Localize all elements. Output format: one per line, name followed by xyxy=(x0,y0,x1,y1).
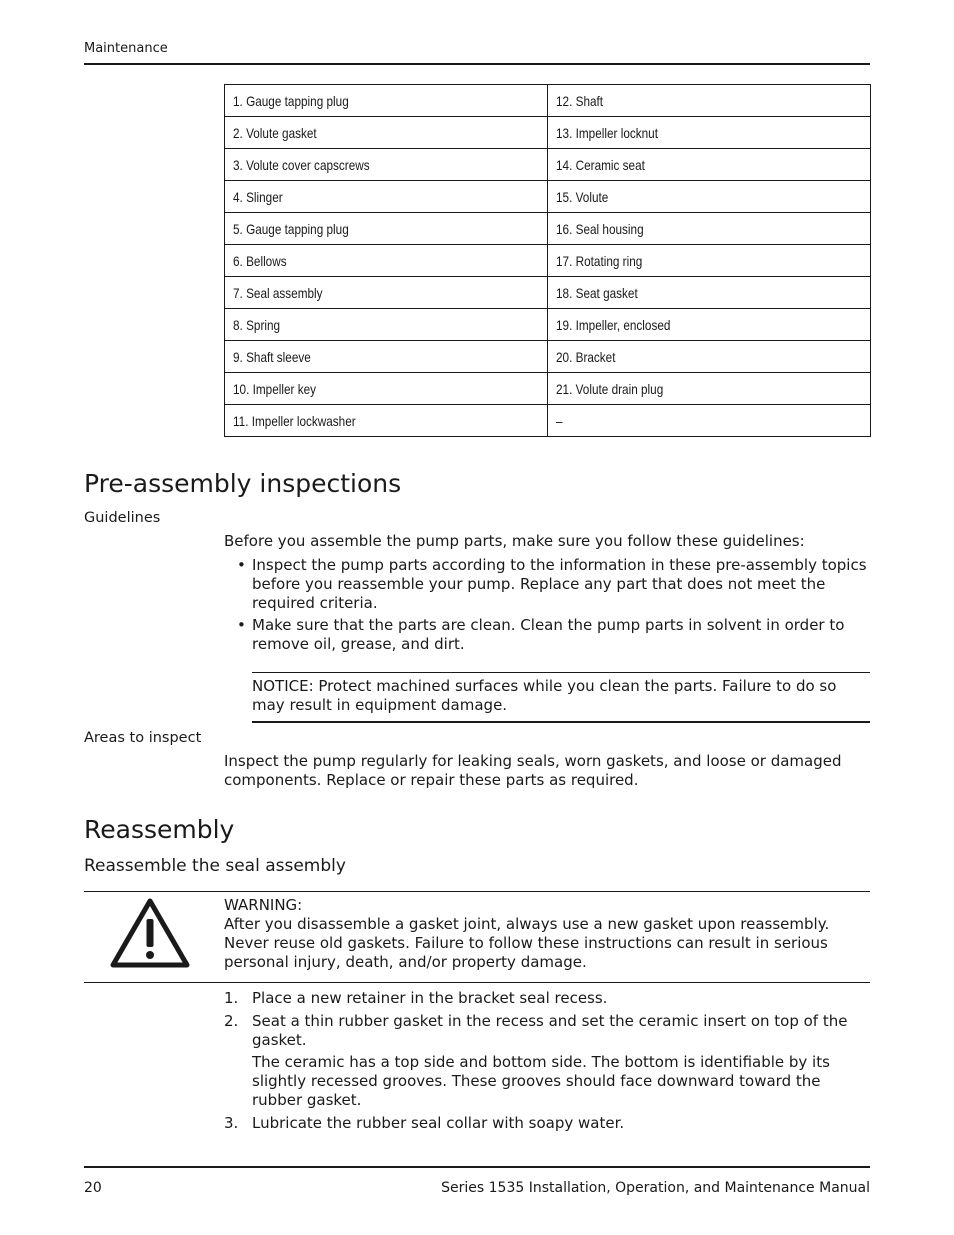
header-rule xyxy=(84,63,870,65)
table-row xyxy=(225,149,871,181)
table-row xyxy=(225,117,871,149)
table-cell xyxy=(548,405,871,437)
warning-message: After you disassemble a gasket joint, always use a new gasket upon reassembly. Never reuse old gaskets. Failure to follow these instructions can result in serious personal injury, death, and/or property damage. xyxy=(224,915,830,971)
cell-text: 16. Seal housing xyxy=(556,220,644,237)
table-row xyxy=(225,245,871,277)
running-header: Maintenance xyxy=(84,41,168,56)
areas-text: Inspect the pump regularly for leaking seals, worn gaskets, and loose or damaged components. Replace or repair these parts as required. xyxy=(224,752,842,789)
table-cell xyxy=(225,277,548,309)
cell-text: 21. Volute drain plug xyxy=(556,380,664,397)
list-item xyxy=(224,616,869,654)
cell-text: – xyxy=(556,412,563,429)
cell-text: 19. Impeller, enclosed xyxy=(556,316,671,333)
table-cell xyxy=(548,277,871,309)
guidelines-list xyxy=(224,556,869,657)
list-item xyxy=(224,1012,869,1110)
table-cell xyxy=(548,117,871,149)
footer-rule xyxy=(84,1166,870,1168)
page-number: 20 xyxy=(84,1180,102,1196)
cell-text: 4. Slinger xyxy=(233,188,283,205)
table-row xyxy=(225,341,871,373)
table-cell xyxy=(225,181,548,213)
cell-text: 17. Rotating ring xyxy=(556,252,643,269)
table-cell xyxy=(225,341,548,373)
table-row xyxy=(225,309,871,341)
list-item xyxy=(224,1114,869,1133)
table-cell xyxy=(548,245,871,277)
cell-text: 13. Impeller locknut xyxy=(556,124,658,141)
warning-triangle-icon xyxy=(110,897,190,969)
reassembly-subtitle: Reassemble the seal assembly xyxy=(84,856,346,876)
table-cell xyxy=(548,373,871,405)
step-number: 1. xyxy=(224,989,239,1007)
cell-text: 12. Shaft xyxy=(556,92,604,109)
table-cell xyxy=(548,309,871,341)
bullet-icon: • xyxy=(237,556,246,574)
cell-text: 8. Spring xyxy=(233,316,281,333)
table-cell xyxy=(548,181,871,213)
parts-table xyxy=(224,84,871,437)
pre-assembly-title: Pre-assembly inspections xyxy=(84,469,402,498)
step-text: Lubricate the rubber seal collar with soapy water. xyxy=(252,1114,625,1132)
table-cell xyxy=(548,341,871,373)
step-text: Seat a thin rubber gasket in the recess and set the ceramic insert on top of the gasket. xyxy=(252,1012,848,1049)
table-cell xyxy=(225,85,548,117)
step-note: The ceramic has a top side and bottom side. The bottom is identifiable by its slightly recessed grooves. These grooves should face downward toward the rubber gasket. xyxy=(252,1053,830,1109)
cell-text: 9. Shaft sleeve xyxy=(233,348,311,365)
table-row xyxy=(225,405,871,437)
cell-text: 6. Bellows xyxy=(233,252,287,269)
areas-heading: Areas to inspect xyxy=(84,730,202,746)
bullet-text: Make sure that the parts are clean. Clean the pump parts in solvent in order to remove oil, grease, and dirt. xyxy=(252,616,845,653)
step-text: Place a new retainer in the bracket seal recess. xyxy=(252,989,608,1007)
table-row xyxy=(225,85,871,117)
step-number: 2. xyxy=(224,1012,239,1030)
table-cell xyxy=(548,149,871,181)
notice-text: Protect machined surfaces while you clean the parts. Failure to do so may result in equipment damage. xyxy=(252,677,837,714)
notice-label: NOTICE: xyxy=(252,677,314,695)
table-cell xyxy=(225,117,548,149)
table-cell xyxy=(225,213,548,245)
list-item xyxy=(224,989,869,1008)
reassembly-title: Reassembly xyxy=(84,815,235,844)
warning-box xyxy=(84,891,870,983)
table-cell xyxy=(225,149,548,181)
table-row xyxy=(225,213,871,245)
cell-text: 14. Ceramic seat xyxy=(556,156,645,173)
cell-text: 1. Gauge tapping plug xyxy=(233,92,349,109)
bullet-icon: • xyxy=(237,616,246,634)
table-cell xyxy=(548,213,871,245)
table-row xyxy=(225,181,871,213)
cell-text: 2. Volute gasket xyxy=(233,124,317,141)
notice-box xyxy=(252,672,870,723)
step-number: 3. xyxy=(224,1114,239,1132)
warning-text-block xyxy=(224,896,864,972)
table-row xyxy=(225,277,871,309)
steps-list xyxy=(224,989,869,1137)
cell-text: 5. Gauge tapping plug xyxy=(233,220,349,237)
manual-title: Series 1535 Installation, Operation, and Maintenance Manual xyxy=(441,1180,870,1196)
warning-label: WARNING: xyxy=(224,896,303,914)
list-item xyxy=(224,556,869,613)
cell-text: 18. Seat gasket xyxy=(556,284,638,301)
table-cell xyxy=(548,85,871,117)
bullet-text: Inspect the pump parts according to the information in these pre-assembly topics before you reassemble your pump. Replace any part that does not meet the required criteria. xyxy=(252,556,867,612)
cell-text: 15. Volute xyxy=(556,188,609,205)
cell-text: 7. Seal assembly xyxy=(233,284,323,301)
table-cell xyxy=(225,245,548,277)
table-cell xyxy=(225,405,548,437)
table-cell xyxy=(225,309,548,341)
guidelines-heading: Guidelines xyxy=(84,510,161,526)
cell-text: 3. Volute cover capscrews xyxy=(233,156,370,173)
table-cell xyxy=(225,373,548,405)
table-row xyxy=(225,373,871,405)
cell-text: 11. Impeller lockwasher xyxy=(233,412,356,429)
cell-text: 10. Impeller key xyxy=(233,380,317,397)
cell-text: 20. Bracket xyxy=(556,348,616,365)
guidelines-intro: Before you assemble the pump parts, make sure you follow these guidelines: xyxy=(224,532,805,550)
